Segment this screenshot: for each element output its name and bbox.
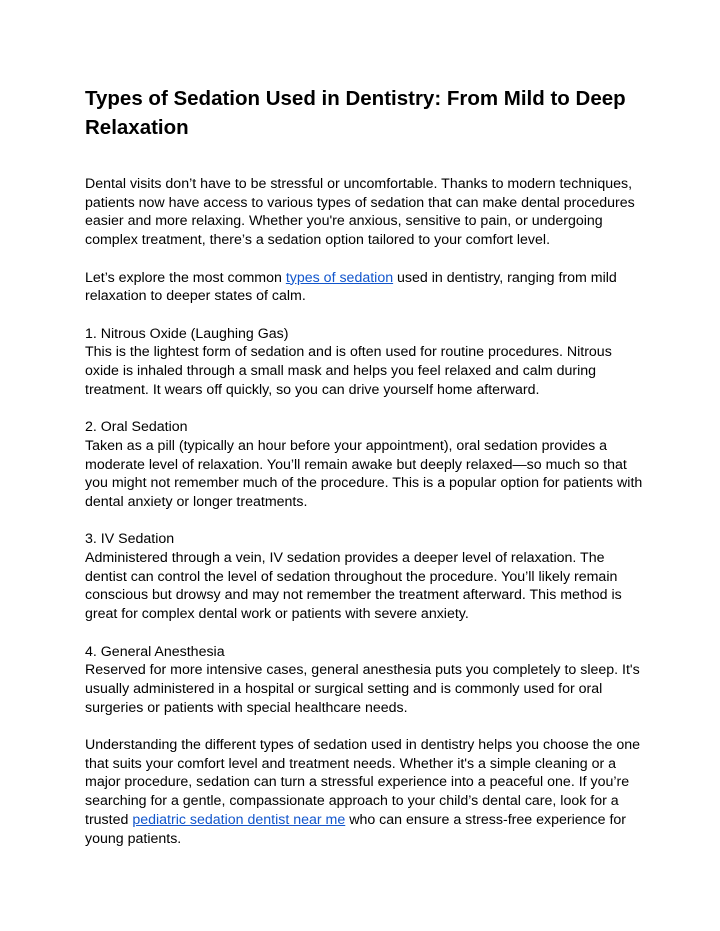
types-of-sedation-link[interactable]: types of sedation	[285, 269, 394, 286]
spacer	[85, 399, 645, 418]
article-title: Types of Sedation Used in Dentistry: From Mild to Deep Relaxation	[85, 87, 626, 139]
conclusion-text-after: who can ensure a stress-free experience for young patients.	[85, 811, 627, 847]
section-body-iv-sedation: Administered through a vein, IV sedation provides a deeper level of relaxation. The dentist can control the level of sedation throughout the procedure. You’ll likely remain conscious but drowsy and may not remember the treatment afterward. This method is great for complex dental work or patients with severe anxiety.	[85, 550, 622, 623]
conclusion-paragraph	[85, 736, 645, 848]
section-body-oral-sedation: Taken as a pill (typically an hour before your appointment), oral sedation provides a moderate level of relaxation. You’ll remain awake but deeply relaxed—so much so that you might not remember much of the procedure. This is a popular option for patients with dental anxiety or longer treatments.	[85, 437, 643, 510]
spacer	[85, 624, 645, 643]
conclusion-text-before: Understanding the different types of sedation used in dentistry helps you choose the one that suits your comfort level and treatment needs. Whether it's a simple cleaning or a major procedure, sedation can turn a stressful experience into a peaceful one. If you’re searching for a gentle, compassionate approach to your child’s dental care, look for a trusted	[85, 737, 640, 828]
explore-text-before: Let’s explore the most common	[85, 269, 286, 286]
section-body-nitrous-oxide: This is the lightest form of sedation and is often used for routine procedures. Nitrous oxide is inhaled through a small mask and helps you feel relaxed and calm during treatment. It wears off quickly, so you can drive yourself home afterward.	[85, 344, 612, 398]
document-page	[85, 84, 645, 848]
spacer	[85, 717, 645, 736]
spacer	[85, 512, 645, 531]
section-heading-iv-sedation: 3. IV Sedation	[85, 531, 175, 548]
section-heading-general-anesthesia: 4. General Anesthesia	[85, 643, 225, 660]
spacer	[85, 306, 645, 325]
spacer	[85, 250, 645, 269]
section-heading-oral-sedation: 2. Oral Sedation	[85, 419, 188, 436]
spacer	[85, 142, 645, 175]
explore-text-after: used in dentistry, ranging from mild relaxation to deeper states of calm.	[85, 269, 617, 305]
section-heading-nitrous-oxide: 1. Nitrous Oxide (Laughing Gas)	[85, 325, 289, 342]
explore-paragraph	[85, 269, 645, 306]
intro-paragraph: Dental visits don’t have to be stressful or uncomfortable. Thanks to modern techniques, patients now have access to various types of sedation that can make dental procedures easier and more relaxing. Whether you're anxious, sensitive to pain, or undergoing complex treatment, there’s a sedation option tailored to your comfort level.	[85, 176, 635, 249]
pediatric-sedation-dentist-link[interactable]: pediatric sedation dentist near me	[132, 811, 346, 828]
section-body-general-anesthesia: Reserved for more intensive cases, general anesthesia puts you completely to sleep. It's usually administered in a hospital or surgical setting and is commonly used for oral surgeries or patients with special healthcare needs.	[85, 662, 640, 716]
